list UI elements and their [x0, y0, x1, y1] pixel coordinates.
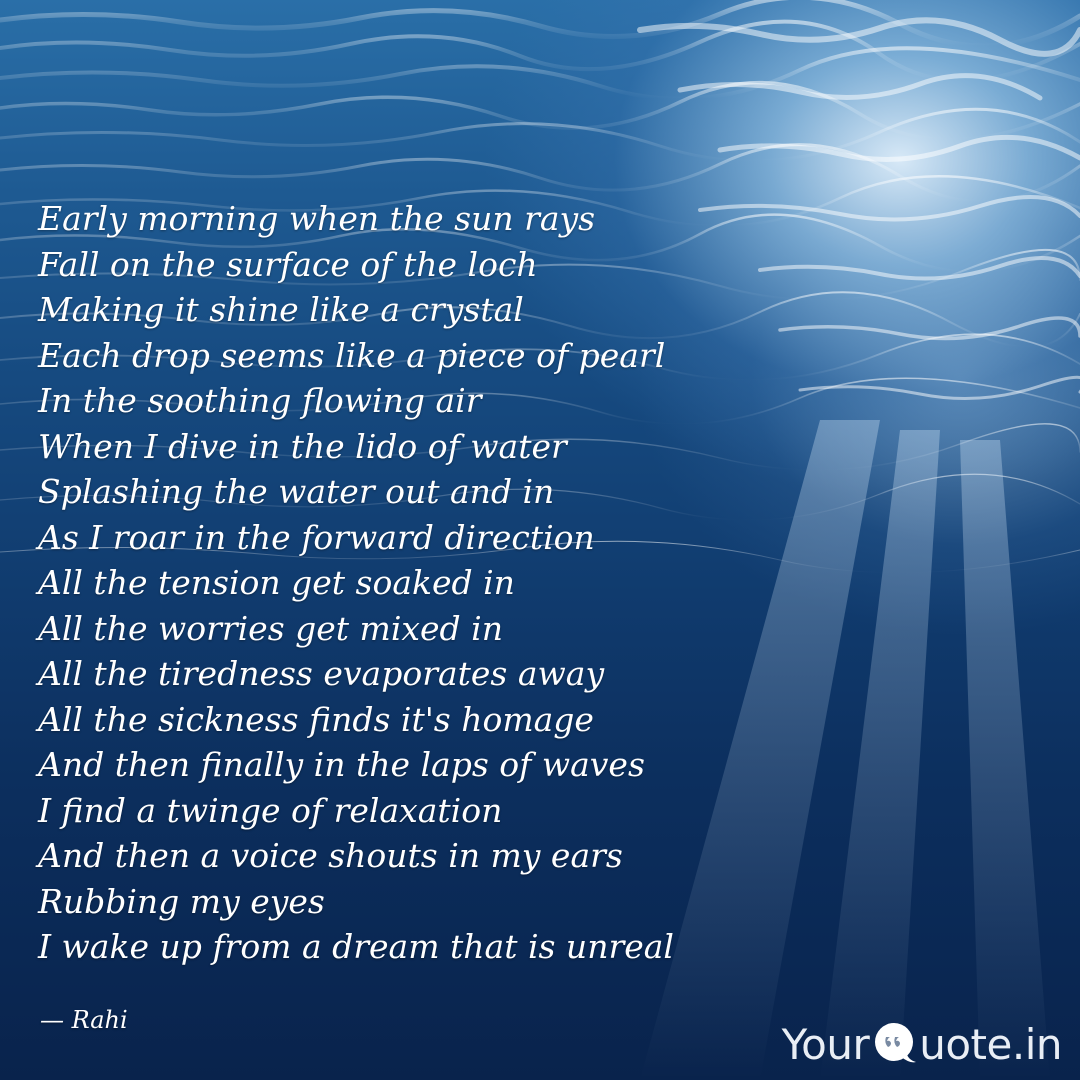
poem-line: And then a voice shouts in my ears — [38, 836, 623, 875]
poem-line: Early morning when the sun rays — [38, 199, 596, 238]
poem-line: All the tiredness evaporates away — [38, 654, 605, 693]
poem-line: When I dive in the lido of water — [38, 426, 567, 466]
poem-line: I find a twinge of relaxation — [38, 790, 503, 830]
brand-suffix: uote.in — [919, 1019, 1062, 1069]
poem-line: Rubbing my eyes — [38, 881, 325, 921]
poem-text — [38, 196, 674, 970]
poem-line: Making it shine like a crystal — [38, 290, 524, 329]
poem-line: All the sickness finds it's homage — [38, 699, 594, 739]
poem-line: As I roar in the forward direction — [38, 517, 595, 557]
poem-line: All the tension get soaked in — [38, 563, 515, 602]
quote-bubble-icon — [870, 1020, 918, 1068]
poem-author: — Rahi — [40, 1006, 128, 1034]
poem-line: Splashing the water out and in — [38, 472, 555, 511]
poem-line: Fall on the surface of the loch — [38, 244, 538, 284]
poem-line: I wake up from a dream that is unreal — [38, 927, 674, 966]
brand-prefix: Your — [781, 1019, 870, 1069]
poem-line: Each drop seems like a piece of pearl — [38, 335, 666, 375]
poem-line: All the worries get mixed in — [38, 608, 503, 648]
poem-line: And then finally in the laps of waves — [38, 745, 645, 784]
poem-line: In the soothing flowing air — [38, 381, 482, 420]
yourquote-logo[interactable] — [782, 1016, 1062, 1072]
